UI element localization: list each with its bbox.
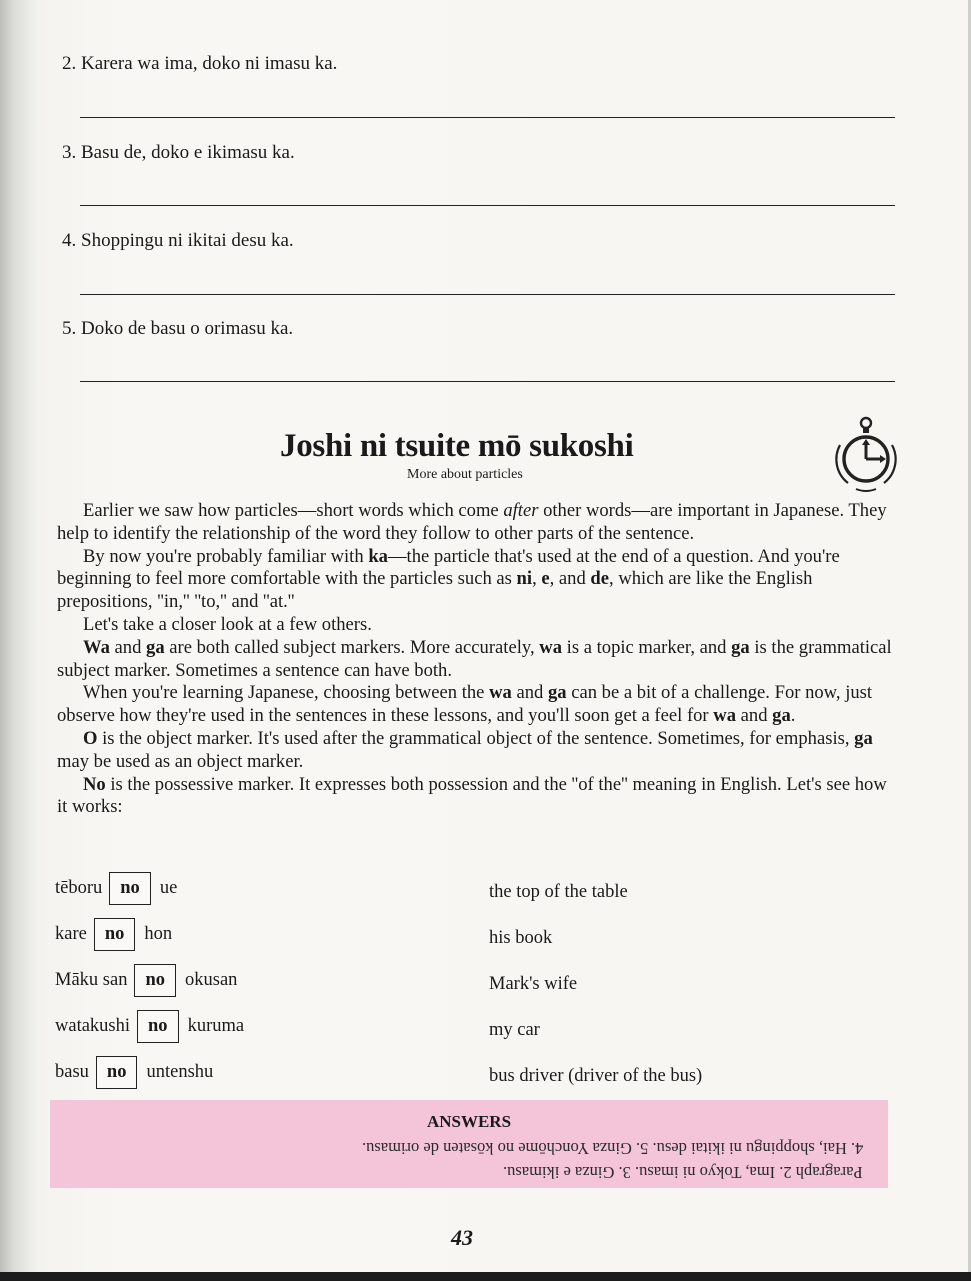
stopwatch-icon <box>832 415 900 495</box>
answers-line: Paragraph 2. Ima, Tokyo ni imasu. 3. Ginza e ikimasu. <box>503 1163 863 1182</box>
answers-box <box>50 1100 888 1188</box>
particle-box: no <box>134 964 176 997</box>
example-phrase <box>55 918 172 951</box>
body-paragraph <box>57 500 892 546</box>
exercise-question: Basu de, doko e ikimasu ka. <box>81 142 295 163</box>
body-text <box>57 500 892 819</box>
example-word: okusan <box>185 970 238 990</box>
particle-term: wa <box>489 682 512 704</box>
example-meaning: the top of the table <box>489 882 628 902</box>
paragraph-text: is the object marker. It's used after the grammatical object of the sentence. Sometimes, for emphasis, <box>97 727 855 749</box>
example-meaning: his book <box>489 928 553 948</box>
exercise-number: 4. <box>62 230 77 251</box>
particle-term: ga <box>731 636 750 658</box>
answers-line: 4. Hai, shoppingu ni ikitai desu. 5. Ginza Yonchōme no kōsaten de orimasu. <box>361 1139 863 1158</box>
exercise-question: Shoppingu ni ikitai desu ka. <box>81 230 294 251</box>
particle-term: ga <box>772 705 791 727</box>
example-phrase <box>55 872 177 905</box>
exercise-number: 3. <box>62 142 77 163</box>
paragraph-text: —the particle that's used at the end of a question. And you're beginning to feel more comfortable with the particles such as <box>57 545 840 590</box>
exercise-question: Karera wa ima, doko ni imasu ka. <box>81 53 338 74</box>
exercise-4 <box>62 230 294 252</box>
particle-term: wa <box>713 705 737 727</box>
paragraph-text: Let's take a closer look at a few others. <box>83 613 372 635</box>
section-title: Joshi ni tsuite mō sukoshi <box>280 428 634 464</box>
exercise-question: Doko de basu o orimasu ka. <box>81 318 294 339</box>
example-meaning: bus driver (driver of the bus) <box>489 1066 703 1086</box>
example-word: tēboru <box>55 878 103 898</box>
particle-term: ni <box>516 568 533 590</box>
paragraph-text: , and <box>549 568 591 590</box>
page-number: 43 <box>451 1225 473 1250</box>
particle-term: wa <box>539 636 562 658</box>
answer-line[interactable] <box>80 381 895 382</box>
paragraph-text: is a topic marker, and <box>562 636 732 658</box>
particle-term: ka <box>368 545 388 567</box>
paragraph-text: is the possessive marker. It expresses both possession and the ''of the'' meaning in English. Let's see how it works: <box>57 773 887 818</box>
paragraph-text: is the grammatical subject marker. Sometimes a sentence can have both. <box>57 636 892 681</box>
particle-term: No <box>83 773 106 795</box>
particle-box: no <box>137 1010 179 1043</box>
particle-term: Wa <box>83 636 110 658</box>
particle-box: no <box>96 1056 138 1089</box>
paragraph-text: , which are like the English prepositions, ''in,'' ''to,'' and ''at.'' <box>57 568 813 613</box>
paragraph-text: may be used as an object marker. <box>57 750 304 772</box>
example-meaning: my car <box>489 1020 540 1040</box>
body-paragraph <box>57 637 892 683</box>
particle-term: de <box>590 568 610 590</box>
paragraph-text: and <box>109 636 147 658</box>
example-word: basu <box>55 1062 89 1082</box>
body-paragraph <box>57 546 892 614</box>
paragraph-text: Earlier we saw how particles—short words which come <box>83 500 504 521</box>
paragraph-text: and <box>736 705 773 727</box>
paragraph-text: . <box>790 705 796 727</box>
exercise-3 <box>62 142 295 164</box>
example-word: watakushi <box>55 1016 131 1036</box>
particle-term: O <box>83 727 98 749</box>
particle-term: ga <box>146 636 165 658</box>
example-phrase <box>55 1010 244 1043</box>
particle-box: no <box>94 918 136 951</box>
example-phrase <box>55 1056 213 1089</box>
paragraph-text: and <box>511 682 548 704</box>
paragraph-text: , <box>532 568 542 590</box>
paragraph-text: can be a bit of a challenge. For now, just observe how they're used in the sentences in these lessons, and you'll soon get a feel for <box>57 682 873 727</box>
exercise-5 <box>62 318 293 340</box>
paragraph-text: other words—are important in Japanese. They help to identify the relationship of the word they follow to other parts of the sentence. <box>57 500 887 544</box>
emphasis-text: after <box>503 500 539 521</box>
answer-line[interactable] <box>80 294 895 295</box>
example-word: kuruma <box>187 1016 245 1036</box>
body-paragraph <box>57 682 892 728</box>
particle-term: e <box>541 568 550 590</box>
exercise-number: 5. <box>62 318 77 339</box>
example-phrase <box>55 964 237 997</box>
body-paragraph <box>57 774 892 820</box>
example-word: ue <box>159 878 178 898</box>
example-word: Māku san <box>55 970 128 990</box>
paragraph-text: When you're learning Japanese, choosing between the <box>83 682 490 704</box>
exercise-2 <box>62 53 337 75</box>
answers-title: ANSWERS <box>426 1112 512 1131</box>
example-word: hon <box>144 924 173 944</box>
particle-box: no <box>109 872 151 905</box>
section-subtitle: More about particles <box>407 467 523 482</box>
example-meaning: Mark's wife <box>489 974 578 994</box>
example-word: untenshu <box>146 1062 214 1082</box>
particle-term: ga <box>547 682 567 704</box>
body-paragraph <box>57 728 892 774</box>
paragraph-text: are both called subject markers. More accurately, <box>164 636 540 658</box>
answer-line[interactable] <box>80 117 895 118</box>
body-paragraph <box>57 614 892 637</box>
answer-line[interactable] <box>80 205 895 206</box>
paragraph-text: By now you're probably familiar with <box>83 545 369 567</box>
exercise-number: 2. <box>62 53 77 74</box>
particle-term: ga <box>854 727 873 749</box>
example-word: kare <box>55 924 87 944</box>
